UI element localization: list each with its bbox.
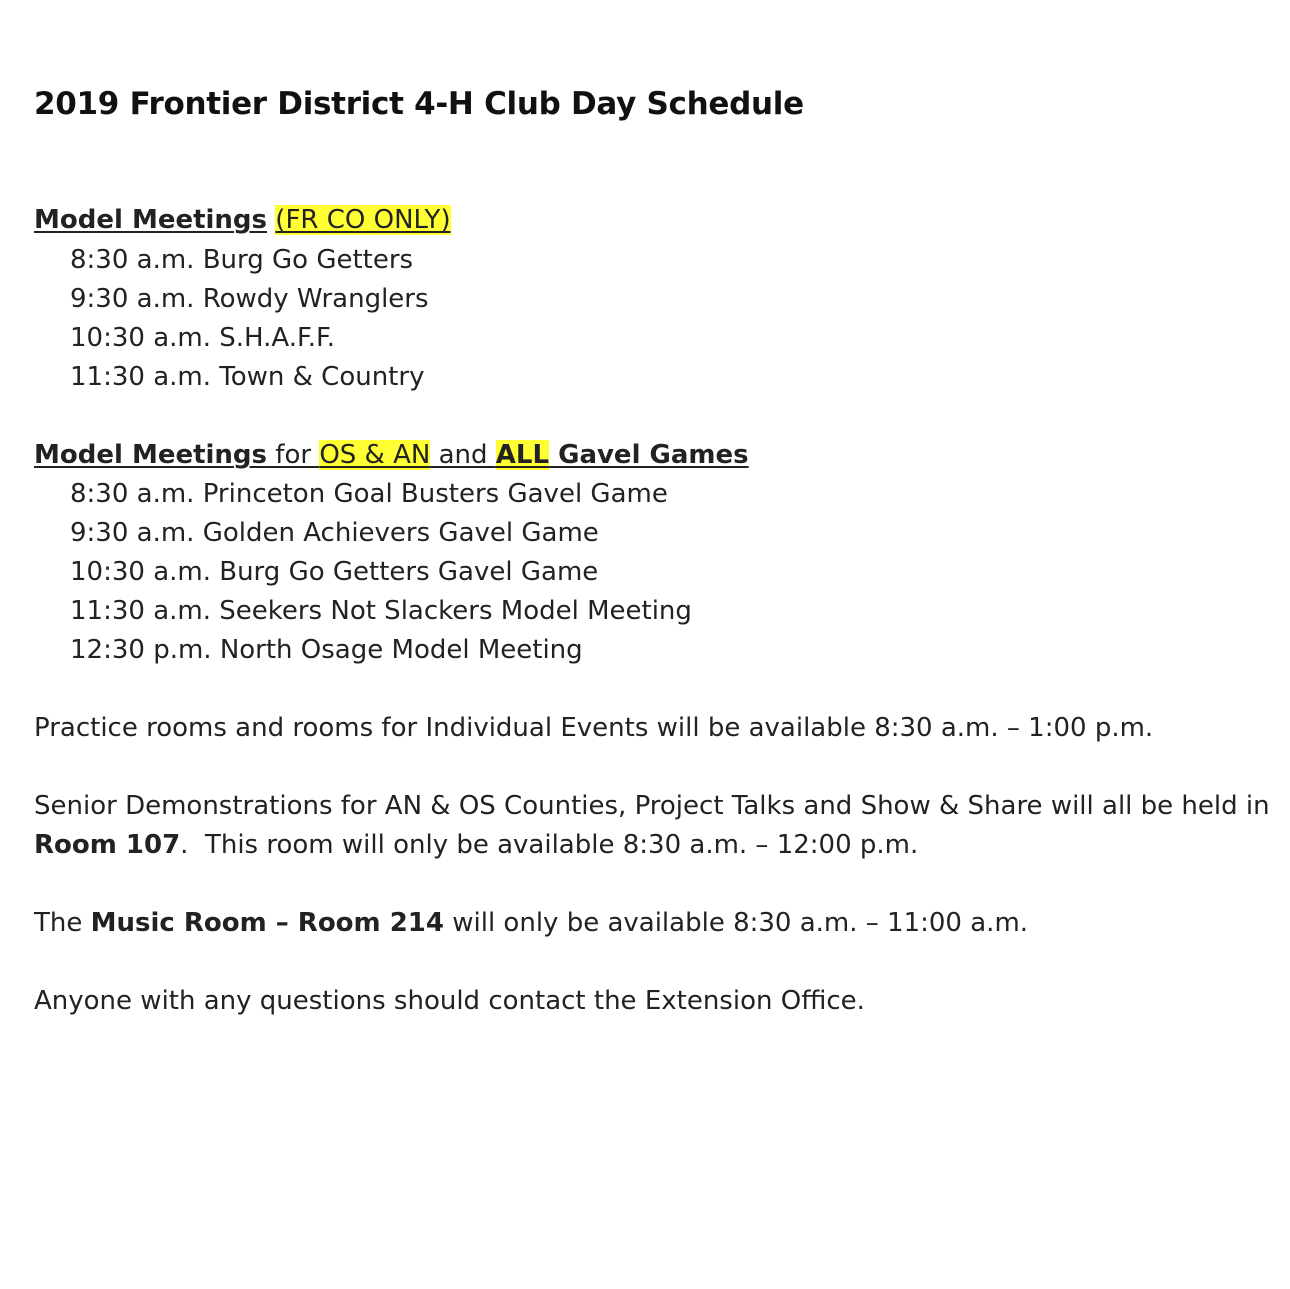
contact-paragraph: Anyone with any questions should contact the Extension Office. [34, 986, 865, 1016]
section2-heading-part2: for [267, 440, 320, 470]
room-107-label: Room 107 [34, 830, 181, 860]
section2-heading-highlight1: OS & AN [319, 440, 431, 470]
section1-item: 8:30 a.m. Burg Go Getters [70, 245, 414, 275]
senior-paragraph-line1: Senior Demonstrations for AN & OS Counties, Project Talks and Show & Share will all be held in [34, 791, 1270, 821]
section1-heading [34, 202, 451, 238]
music-prefix: The [34, 908, 91, 938]
section2-heading-part4: and [430, 440, 496, 470]
senior-paragraph-line2 [34, 827, 918, 863]
section1-heading-text: Model Meetings [34, 205, 268, 235]
section1-item: 11:30 a.m. Town & Country [70, 362, 425, 392]
section2-item: 9:30 a.m. Golden Achievers Gavel Game [70, 518, 599, 548]
music-room-paragraph [34, 905, 1028, 941]
section2-heading [34, 437, 749, 473]
senior-paragraph-rest: . This room will only be available 8:30 a.m. – 12:00 p.m. [180, 830, 919, 860]
section2-heading-highlight2: ALL [495, 440, 550, 470]
music-suffix: will only be available 8:30 a.m. – 11:00 a.m. [443, 908, 1029, 938]
section2-item: 10:30 a.m. Burg Go Getters Gavel Game [70, 557, 599, 587]
section2-item: 8:30 a.m. Princeton Goal Busters Gavel Game [70, 479, 668, 509]
page-title: 2019 Frontier District 4-H Club Day Schedule [34, 86, 804, 122]
section1-item: 10:30 a.m. S.H.A.F.F. [70, 323, 336, 353]
section2-item: 11:30 a.m. Seekers Not Slackers Model Meeting [70, 596, 692, 626]
section2-heading-part6: Gavel Games [549, 440, 749, 470]
section1-item: 9:30 a.m. Rowdy Wranglers [70, 284, 429, 314]
section1-heading-note: (FR CO ONLY) [275, 205, 451, 235]
practice-paragraph: Practice rooms and rooms for Individual Events will be available 8:30 a.m. – 1:00 p.m. [34, 713, 1154, 743]
section2-item: 12:30 p.m. North Osage Model Meeting [70, 635, 583, 665]
section2-heading-part1: Model Meetings [34, 440, 268, 470]
music-room-label: Music Room – Room 214 [90, 908, 444, 938]
